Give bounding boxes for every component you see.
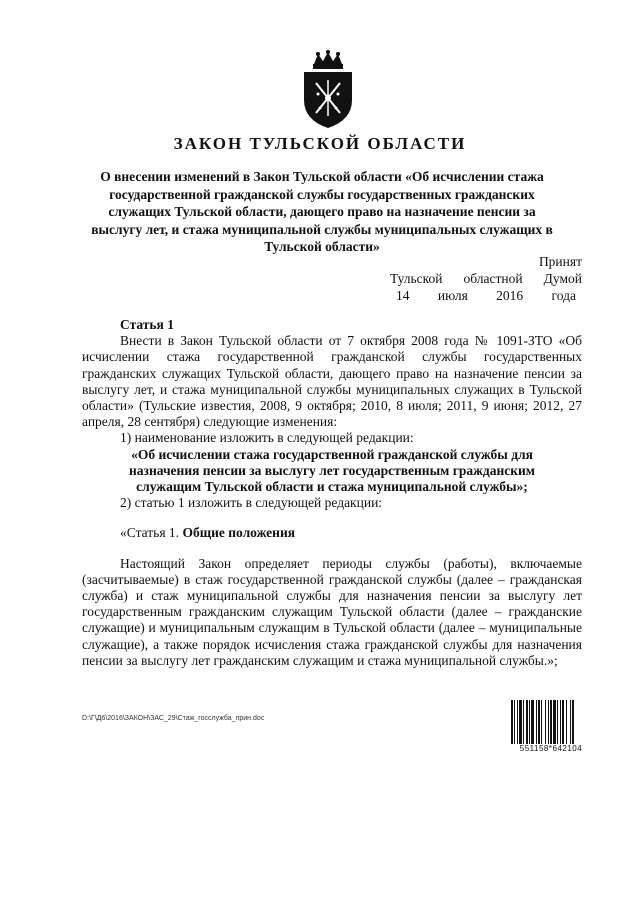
adoption-day: 14: [396, 288, 410, 303]
law-title: ЗАКОН ТУЛЬСКОЙ ОБЛАСТИ: [173, 134, 467, 153]
file-path: D:\Г\Д6\2016\ЗАКОН\ЗАС_29\Стаж_госслужба_прин.doc: [82, 715, 265, 722]
adopted-by-word: Тульской: [390, 271, 443, 286]
barcode-bar: [553, 700, 556, 744]
adoption-date-row: [390, 287, 582, 304]
barcode-bar: [560, 700, 561, 744]
new-law-name: «Об исчислении стажа государственной гражданской службы для назначения пенсии за выслугу лет государственным гражданским служащим Тульской области и стажа муниципальной службы»;: [129, 446, 535, 495]
barcode-bar: [550, 700, 552, 744]
barcode-bar: [538, 700, 540, 744]
barcode-bar: [572, 700, 574, 744]
barcode-bar: [531, 700, 534, 744]
barcode-bar: [566, 700, 567, 744]
adopted-by-word: областной: [463, 271, 523, 286]
adoption-year-word: года: [551, 288, 576, 303]
barcode-number: 551158*642104: [519, 744, 583, 753]
barcode-bar: [536, 700, 537, 744]
barcode-bar: [526, 700, 528, 744]
barcode: [510, 700, 592, 744]
barcode-bar: [529, 700, 530, 744]
law-subject: О внесении изменений в Закон Тульской области «Об исчислении стажа государственной гражданской службы государственных гражданских служащих Тульской области, дающего право на назначение пенсии за выслугу лет, и стажа муниципальной службы муниципальных служащих в Тульской области»: [91, 169, 553, 254]
adopted-by-word: Думой: [543, 271, 582, 286]
barcode-bar: [548, 700, 549, 744]
barcode-bar: [570, 700, 571, 744]
barcode-bar: [519, 700, 522, 744]
barcode-bar: [511, 700, 513, 744]
barcode-bar: [514, 700, 515, 744]
barcode-bar: [562, 700, 564, 744]
barcode-bar: [557, 700, 558, 744]
adoption-month: июля: [437, 288, 468, 303]
barcode-bar: [517, 700, 518, 744]
adopted-by-row: [390, 270, 582, 287]
barcode-bar: [523, 700, 524, 744]
article-heading: Статья 1: [120, 317, 174, 332]
new-article-text: Настоящий Закон определяет периоды службы (работы), включаемые (засчитываемые) в стаж государственной гражданской службы (далее – гражданская служба) и стаж муниципальной службы для назначения пенсии за выслугу лет государственным гражданским служащим Тульской области (далее – гражданские служащие) и муниципальным служащим в Тульской области (далее – муниципальные служащие), а также порядок исчисления стажа гражданской службы для назначения пенсии за выслугу лет гражданским служащим и стажа муниципальной службы.»;: [82, 555, 582, 668]
adoption-block: [390, 253, 582, 304]
item-2: 2) статью 1 изложить в следующей редакции:: [120, 495, 383, 511]
item-1: 1) наименование изложить в следующей редакции:: [120, 430, 414, 446]
new-article-prefix: «Статья 1.: [120, 525, 183, 541]
new-article-title: Общие положения: [182, 525, 296, 541]
barcode-bar: [541, 700, 542, 744]
tula-coat-of-arms-emblem: [296, 50, 360, 130]
adoption-year: 2016: [496, 288, 524, 303]
barcode-bar: [545, 700, 546, 744]
adopted-word: Принят: [538, 254, 582, 269]
document-body: [82, 317, 582, 669]
article-intro: Внести в Закон Тульской области от 7 октября 2008 года № 1091-ЗТО «Об исчислении стажа государственной гражданской службы государственных гражданских служащих Тульской области, дающего право на назначение пенсии за выслугу лет, и стажа муниципальной службы муниципальных служащих в Тульской области» (Тульские известия, 2008, 9 октября; 2010, 8 июля; 2011, 9 июня; 2012, 27 апреля, 28 сентября) следующие изменения:: [82, 333, 582, 430]
new-article-heading: [82, 525, 582, 541]
